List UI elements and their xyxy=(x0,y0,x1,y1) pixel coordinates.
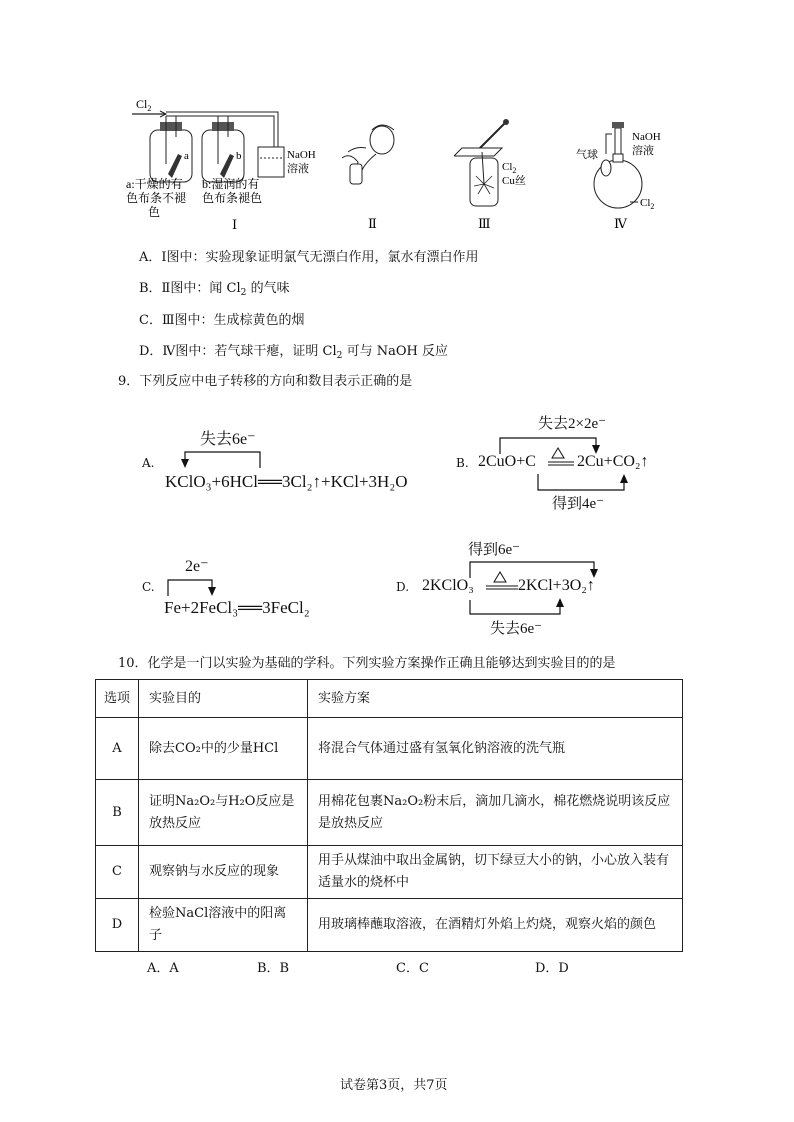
q9-b-right: 2Cu+CO₂↑ xyxy=(577,453,649,470)
row-plan: 用手从煤油中取出金属钠，切下绿豆大小的钠，小心放入装有适量水的烧杯中 xyxy=(308,846,683,899)
q9-d-letter: D. xyxy=(396,580,410,594)
q8-option-c: C．Ⅲ图中：生成棕黄色的烟 xyxy=(139,313,305,328)
row-goal: 检验NaCl溶液中的阳离子 xyxy=(139,899,308,952)
q9-d-left: 2KClO₃ xyxy=(422,577,474,594)
svg-text:色: 色 xyxy=(148,205,161,219)
q10-choice-b: B．B xyxy=(257,961,290,976)
svg-text:Ⅲ: Ⅲ xyxy=(478,216,491,230)
q8-option-d: D．Ⅳ图中：若气球干瘪，证明 $Cl_2$ 可与 NaOH 反应 xyxy=(139,344,448,361)
fig1-cl2-label: $Cl_2$ xyxy=(136,97,152,113)
svg-text:Ⅱ: Ⅱ xyxy=(368,216,377,230)
burning-figure-III xyxy=(454,118,554,230)
q9-d-bottom-label: 失去6e⁻ xyxy=(490,621,543,637)
row-plan: 用棉花包裹Na₂O₂粉末后，滴加几滴水，棉花燃烧说明该反应是放热反应 xyxy=(308,780,683,846)
q9-b-top-label: 失去2×2e⁻ xyxy=(538,416,607,432)
balloon-figure-IV xyxy=(576,118,676,230)
svg-text:Ⅰ: Ⅰ xyxy=(232,217,238,232)
q9-c-letter: C. xyxy=(142,580,155,594)
row-option: D xyxy=(96,899,139,952)
q9-a-arrow xyxy=(160,446,270,470)
table-row xyxy=(96,846,683,899)
smelling-figure-II xyxy=(336,118,406,230)
svg-text:Cl2: $Cl_2$ xyxy=(502,161,517,175)
q9-c-arrow xyxy=(160,574,220,600)
q9-stem: 9．下列反应中电子转移的方向和数目表示正确的是 xyxy=(118,374,413,389)
row-goal: 证明Na₂O₂与H₂O反应是放热反应 xyxy=(139,780,308,846)
q10-choice-a: A．A xyxy=(147,961,179,976)
svg-text:色布条褪色: 色布条褪色 xyxy=(202,191,263,205)
q9-b-letter: B. xyxy=(456,456,469,470)
row-plan: 用玻璃棒蘸取溶液，在酒精灯外焰上灼烧，观察火焰的颜色 xyxy=(308,899,683,952)
svg-text:b:湿润的有: b:湿润的有 xyxy=(202,177,260,191)
svg-text:色布条不褪: 色布条不褪 xyxy=(126,191,187,205)
q9-b-bottom-label: 得到4e⁻ xyxy=(552,496,605,512)
row-option: A xyxy=(96,718,139,780)
row-option: B xyxy=(96,780,139,846)
svg-text:a:干燥的有: a:干燥的有 xyxy=(126,177,183,191)
row-option: C xyxy=(96,846,139,899)
q8-option-a: A．Ⅰ图中：实验现象证明氯气无漂白作用，氯水有漂白作用 xyxy=(139,250,479,265)
header-plan: 实验方案 xyxy=(308,680,683,718)
svg-text:Cl2: $Cl_2$ xyxy=(640,197,655,211)
page-footer: 试卷第3页，共7页 xyxy=(340,1078,448,1093)
q10-table xyxy=(95,679,683,952)
svg-text:溶液: 溶液 xyxy=(632,145,654,157)
q9-c-label: 2e⁻ xyxy=(185,558,209,575)
q9-b-left: 2CuO+C xyxy=(478,453,536,470)
row-goal: 观察钠与水反应的现象 xyxy=(139,846,308,899)
q8-option-b: B．Ⅱ图中：闻 $Cl_2$ 的气味 xyxy=(139,281,290,298)
row-plan: 将混合气体通过盛有氢氧化钠溶液的洗气瓶 xyxy=(308,718,683,780)
svg-text:NaOH: NaOH xyxy=(632,131,661,143)
svg-text:Cu丝: Cu丝 xyxy=(502,175,526,187)
table-row xyxy=(96,718,683,780)
svg-text:NaOH: NaOH xyxy=(287,149,316,161)
header-goal: 实验目的 xyxy=(139,680,308,718)
header-option: 选项 xyxy=(96,680,139,718)
q10-stem: 10．化学是一门以实验为基础的学科。下列实验方案操作正确且能够达到实验目的的是 xyxy=(118,656,616,671)
q10-choice-c: C．C xyxy=(396,961,429,976)
q9-d-top-label: 得到6e⁻ xyxy=(468,542,521,558)
q9-a-equation: KClO₃+6HCl══3Cl₂↑+KCl+3H₂O xyxy=(165,472,408,491)
q9-a-label: 失去6e⁻ xyxy=(200,431,256,448)
svg-text:溶液: 溶液 xyxy=(287,163,309,175)
svg-text:气球: 气球 xyxy=(576,149,598,161)
q9-a-letter: A. xyxy=(142,456,155,470)
table-row xyxy=(96,899,683,952)
q9-d-right: 2KCl+3O₂↑ xyxy=(518,577,595,594)
q10-choice-d: D．D xyxy=(535,961,569,976)
svg-text:a: a xyxy=(184,150,189,162)
svg-text:Ⅳ: Ⅳ xyxy=(614,216,627,230)
q9-c-equation: Fe+2FeCl₃══3FeCl₂ xyxy=(164,598,310,617)
apparatus-figure-I xyxy=(120,92,320,232)
table-header-row xyxy=(96,680,683,718)
table-row xyxy=(96,780,683,846)
svg-text:b: b xyxy=(236,150,242,162)
row-goal: 除去CO₂中的少量HCl xyxy=(139,718,308,780)
